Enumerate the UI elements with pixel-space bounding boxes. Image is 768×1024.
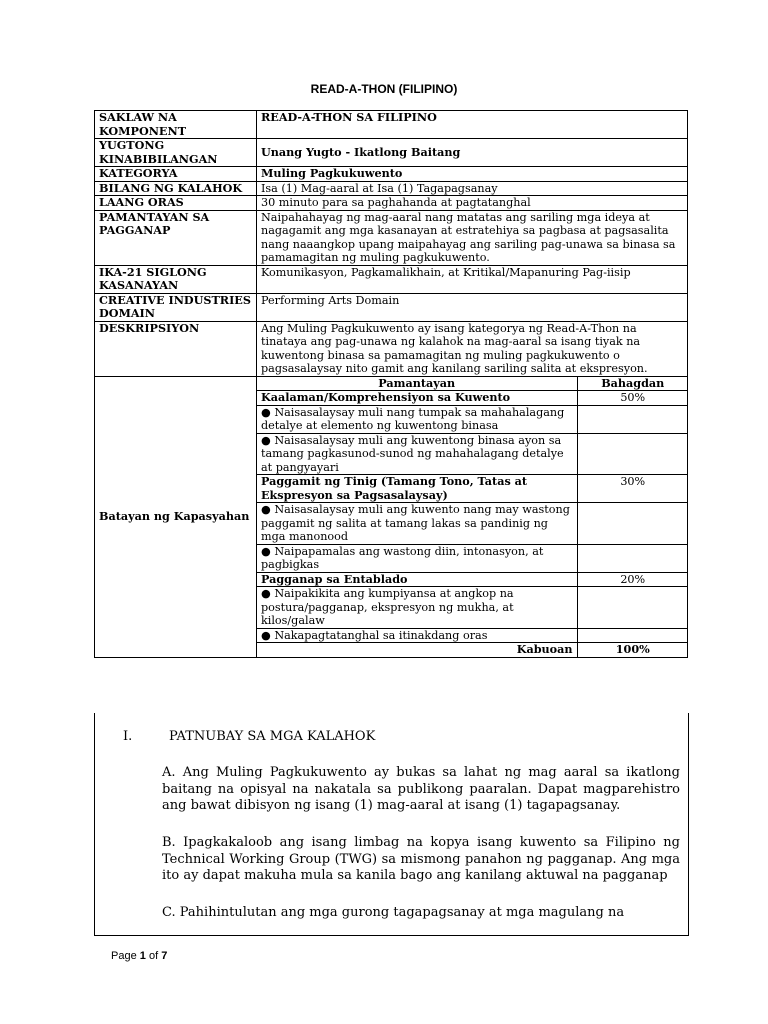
rubric-item xyxy=(257,503,688,545)
row-pamantayan xyxy=(95,210,688,265)
row-deskripsiyon xyxy=(95,321,688,376)
rubric-group-title xyxy=(257,572,688,587)
row-laang xyxy=(95,196,688,211)
value-deskripsiyon: Ang Muling Pagkukuwento ay isang kategorya ng Read-A-Thon na tinataya ang pag-unawa ng kalahok na mag-aaral sa isang tiyak na kuwentong binasa sa pamamagitan ng muling pagkukuwento o pagsasalaysay nito gamit ang kanilang sariling salita at ekspresyon. xyxy=(257,321,688,376)
rubric-item-text: ● Naipakikita ang kumpiyansa at angkop na postura/pagganap, ekspresyon ng mukha, at kilos/galaw xyxy=(257,587,577,629)
rubric-item xyxy=(257,587,688,629)
value-saklaw: READ-A-THON SA FILIPINO xyxy=(257,111,688,139)
label-creative: CREATIVE INDUSTRIES DOMAIN xyxy=(95,293,257,321)
value-ika21: Komunikasyon, Pagkamalikhain, at Kritikal/Mapanuring Pag-iisip xyxy=(257,265,688,293)
row-bilang xyxy=(95,181,688,196)
rubric-item xyxy=(257,405,688,433)
rubric-header-weight: Bahagdan xyxy=(577,377,688,391)
group-title-2: Paggamit ng Tinig (Tamang Tono, Tatas at Ekspresyon sa Pagsasalaysay) xyxy=(257,475,577,503)
label-laang: LAANG ORAS xyxy=(95,196,257,211)
rubric-item-text: ● Naipapamalas ang wastong diin, intonasyon, at pagbigkas xyxy=(257,544,577,572)
rubric-group-title xyxy=(257,475,688,503)
rubric-cell xyxy=(257,376,688,657)
rubric-item-text: ● Naisasalaysay muli ang kuwento nang may wastong paggamit ng salita at tamang lakas sa pandinig ng mga manonood xyxy=(257,503,577,545)
rubric-total-value: 100% xyxy=(577,643,688,657)
row-creative xyxy=(95,293,688,321)
rubric-group-title xyxy=(257,391,688,406)
page-number: 1 xyxy=(139,950,146,962)
group-weight-1: 50% xyxy=(577,391,688,406)
rubric-item xyxy=(257,544,688,572)
group-weight-3: 20% xyxy=(577,572,688,587)
rubric-item-weight xyxy=(577,628,688,643)
guide-paragraph-c: C. Pahihintulutan ang mga gurong tagapagsanay at mga magulang na xyxy=(162,905,625,920)
guidelines-heading xyxy=(123,729,375,746)
rubric-item xyxy=(257,433,688,475)
rubric-item-weight xyxy=(577,405,688,433)
label-batayan: Batayan ng Kapasyahan xyxy=(95,376,257,657)
of-word: of xyxy=(148,950,159,962)
rubric-item xyxy=(257,628,688,643)
rubric-item-text: ● Naisasalaysay muli nang tumpak sa mahahalagang detalye at elemento ng kuwentong binasa xyxy=(257,405,577,433)
label-kategorya: KATEGORYA xyxy=(95,167,257,182)
rubric-item-text: ● Nakapagtatanghal sa itinakdang oras xyxy=(257,628,577,643)
rubric-total xyxy=(257,643,688,657)
row-batayan xyxy=(95,376,688,657)
row-kategorya xyxy=(95,167,688,182)
guidelines-section xyxy=(94,713,689,936)
group-title-3: Pagganap sa Entablado xyxy=(257,572,577,587)
rubric-item-weight xyxy=(577,544,688,572)
page-footer xyxy=(111,950,167,962)
rubric-item-weight xyxy=(577,587,688,629)
page-word: Page xyxy=(111,950,137,962)
label-ika21: IKA-21 SIGLONG KASANAYAN xyxy=(95,265,257,293)
rubric-item-text: ● Naisasalaysay muli ang kuwentong binasa ayon sa tamang pagkasunod-sunod ng mahahalagang detalye at pangyayari xyxy=(257,433,577,475)
section-number: I. xyxy=(123,729,133,744)
page-total: 7 xyxy=(161,950,168,962)
row-yugtong xyxy=(95,139,688,167)
component-table xyxy=(94,110,688,658)
value-kategorya: Muling Pagkukuwento xyxy=(257,167,688,182)
section-heading: PATNUBAY SA MGA KALAHOK xyxy=(169,729,376,744)
guide-paragraph-b: B. Ipagkakaloob ang isang limbag na kopya isang kuwento sa Filipino ng Technical Working Group (TWG) sa mismong panahon ng pagganap. Ang mga ito ay dapat makuha mula sa kanila bago ang kanilang aktuwal na pagganap xyxy=(162,835,680,883)
rubric-header-criteria: Pamantayan xyxy=(257,377,577,391)
rubric-item-weight xyxy=(577,503,688,545)
label-deskripsiyon: DESKRIPSIYON xyxy=(95,321,257,376)
rubric-total-label: Kabuoan xyxy=(257,643,577,657)
value-bilang: Isa (1) Mag-aaral at Isa (1) Tagapagsanay xyxy=(257,181,688,196)
rubric-table xyxy=(257,377,688,657)
row-saklaw xyxy=(95,111,688,139)
group-title-1: Kaalaman/Komprehensiyon sa Kuwento xyxy=(257,391,577,406)
label-pamantayan: PAMANTAYAN SA PAGGANAP xyxy=(95,210,257,265)
value-creative: Performing Arts Domain xyxy=(257,293,688,321)
value-yugtong: Unang Yugto - Ikatlong Baitang xyxy=(257,139,688,167)
guide-paragraph-a: A. Ang Muling Pagkukuwento ay bukas sa lahat ng mag aaral sa ikatlong baitang na opisyal na nakatala sa publikong paaralan. Dapat magparehistro ang bawat dibisyon ng isang (1) mag-aaral at isang (1) tagapagsanay. xyxy=(162,765,680,813)
rubric-item-weight xyxy=(577,433,688,475)
rubric-header xyxy=(257,377,688,391)
document-title: READ-A-THON (FILIPINO) xyxy=(310,82,458,96)
group-weight-2: 30% xyxy=(577,475,688,503)
value-pamantayan: Naipahahayag ng mag-aaral nang matatas ang sariling mga ideya at nagagamit ang mga kasanayan at estratehiya sa pagbasa at pagsasalita nang naaangkop upang maipahayag ang sariling pag-unawa sa binasa sa pamamagitan ng muling pagkukuwento. xyxy=(257,210,688,265)
row-ika21 xyxy=(95,265,688,293)
label-bilang: BILANG NG KALAHOK xyxy=(95,181,257,196)
value-laang: 30 minuto para sa paghahanda at pagtatanghal xyxy=(257,196,688,211)
label-saklaw: SAKLAW NA KOMPONENT xyxy=(95,111,257,139)
label-yugtong: YUGTONG KINABIBILANGAN xyxy=(95,139,257,167)
